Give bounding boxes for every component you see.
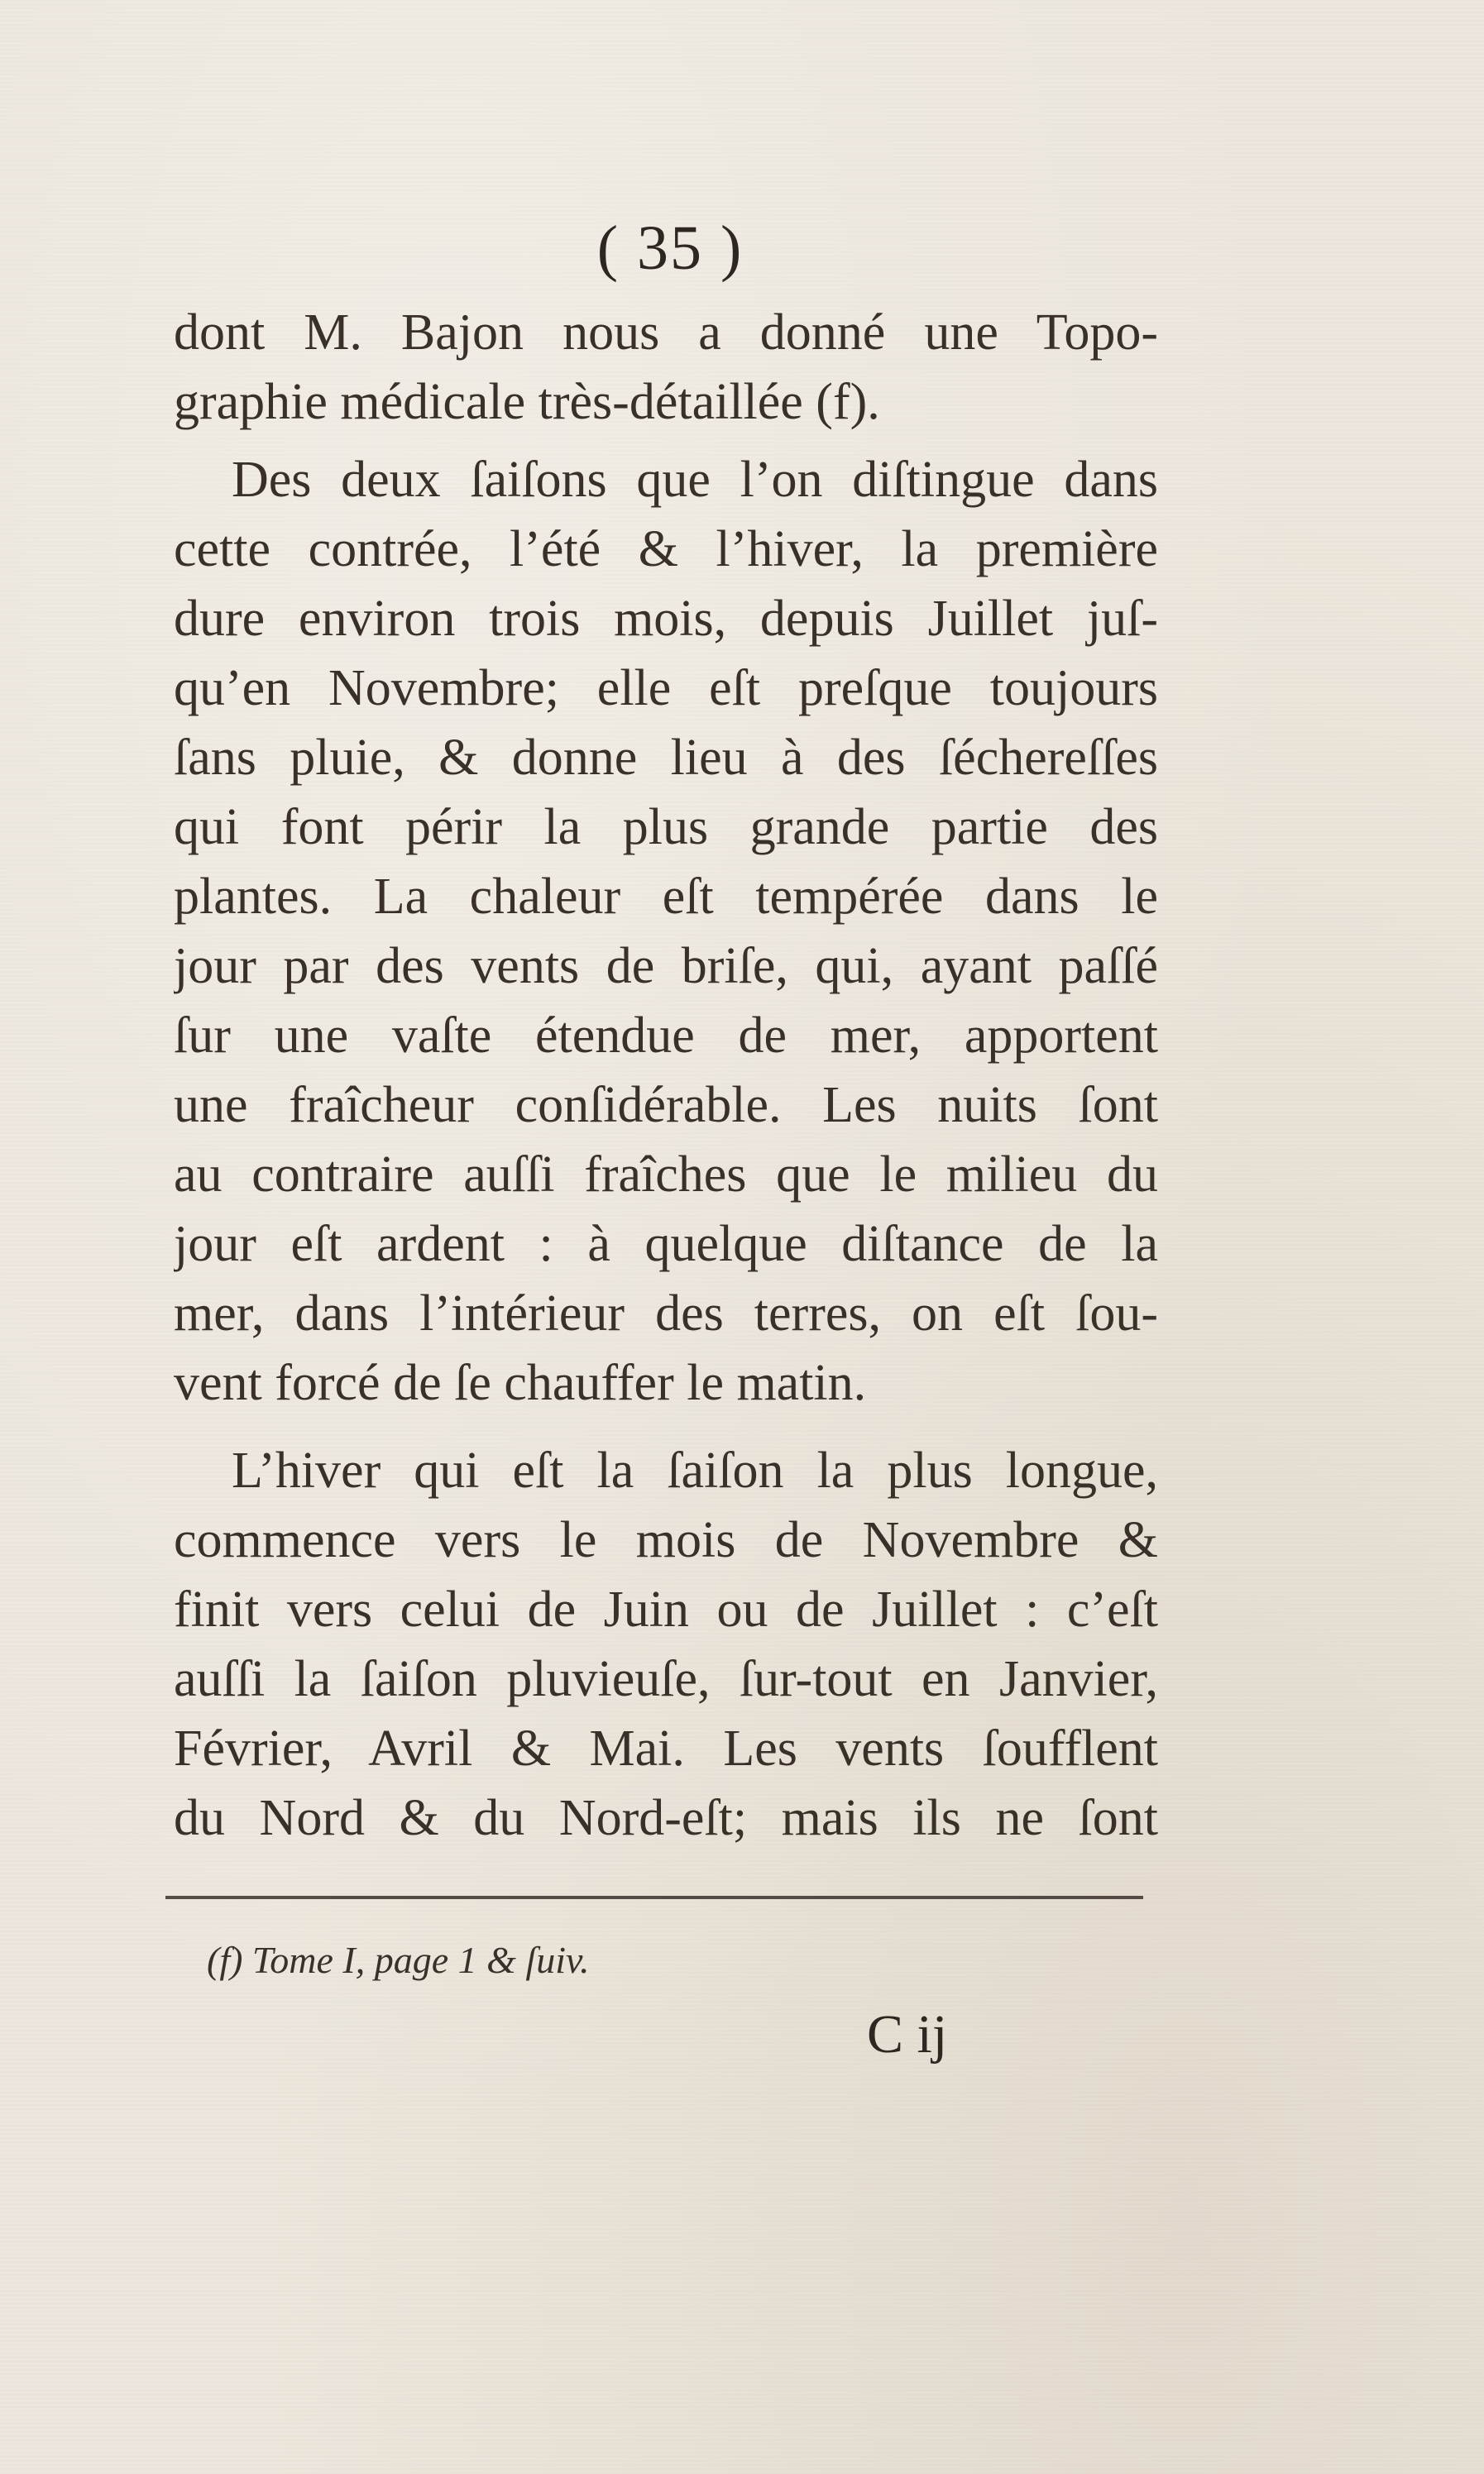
text-line: ſans pluie, & donne lieu à des ſéchereſſes [174, 730, 1158, 786]
text-line: L’hiver qui eſt la ſaiſon la plus longue, [232, 1443, 1158, 1499]
text-line: ſur une vaſte étendue de mer, apportent [174, 1007, 1158, 1064]
text-line: auſſi la ſaiſon pluvieuſe, ſur-tout en Janvier, [174, 1651, 1158, 1707]
text-line: qu’en Novembre; elle eſt preſque toujours [174, 660, 1158, 716]
page-number: ( 35 ) [596, 213, 744, 283]
text-line: une fraîcheur conſidérable. Les nuits ſont [174, 1077, 1158, 1133]
text-line: qui font périr la plus grande partie des [174, 799, 1158, 855]
text-line: graphie médicale très-détaillée (f). [174, 374, 880, 430]
text-line: jour eſt ardent : à quelque diſtance de la [174, 1216, 1158, 1272]
text-line: du Nord & du Nord-eſt; mais ils ne ſont [174, 1790, 1158, 1846]
body-text [174, 298, 1158, 1853]
text-line: cette contrée, l’été & l’hiver, la première [174, 521, 1158, 577]
text-line: dont M. Bajon nous a donné une Topo- [174, 304, 1158, 361]
footnote: (f) Tome I, page 1 & ſuiv. [207, 1939, 590, 1981]
signature-mark: C ij [867, 2004, 948, 2065]
footnote-divider [165, 1896, 1143, 1899]
text-line: jour par des vents de briſe, qui, ayant paſſé [174, 938, 1158, 994]
text-line: vent forcé de ſe chauffer le matin. [174, 1355, 867, 1411]
text-line: commence vers le mois de Novembre & [174, 1512, 1158, 1568]
text-line: finit vers celui de Juin ou de Juillet : c’eſt [174, 1582, 1158, 1638]
text-line: au contraire auſſi fraîches que le milieu du [174, 1146, 1158, 1203]
text-line: Des deux ſaiſons que l’on diſtingue dans [232, 452, 1158, 508]
text-line: plantes. La chaleur eſt tempérée dans le [174, 869, 1158, 925]
text-line: mer, dans l’intérieur des terres, on eſt ſou- [174, 1285, 1158, 1342]
text-line: dure environ trois mois, depuis Juillet juſ- [174, 591, 1158, 647]
text-line: Février, Avril & Mai. Les vents ſoufflent [174, 1720, 1158, 1777]
